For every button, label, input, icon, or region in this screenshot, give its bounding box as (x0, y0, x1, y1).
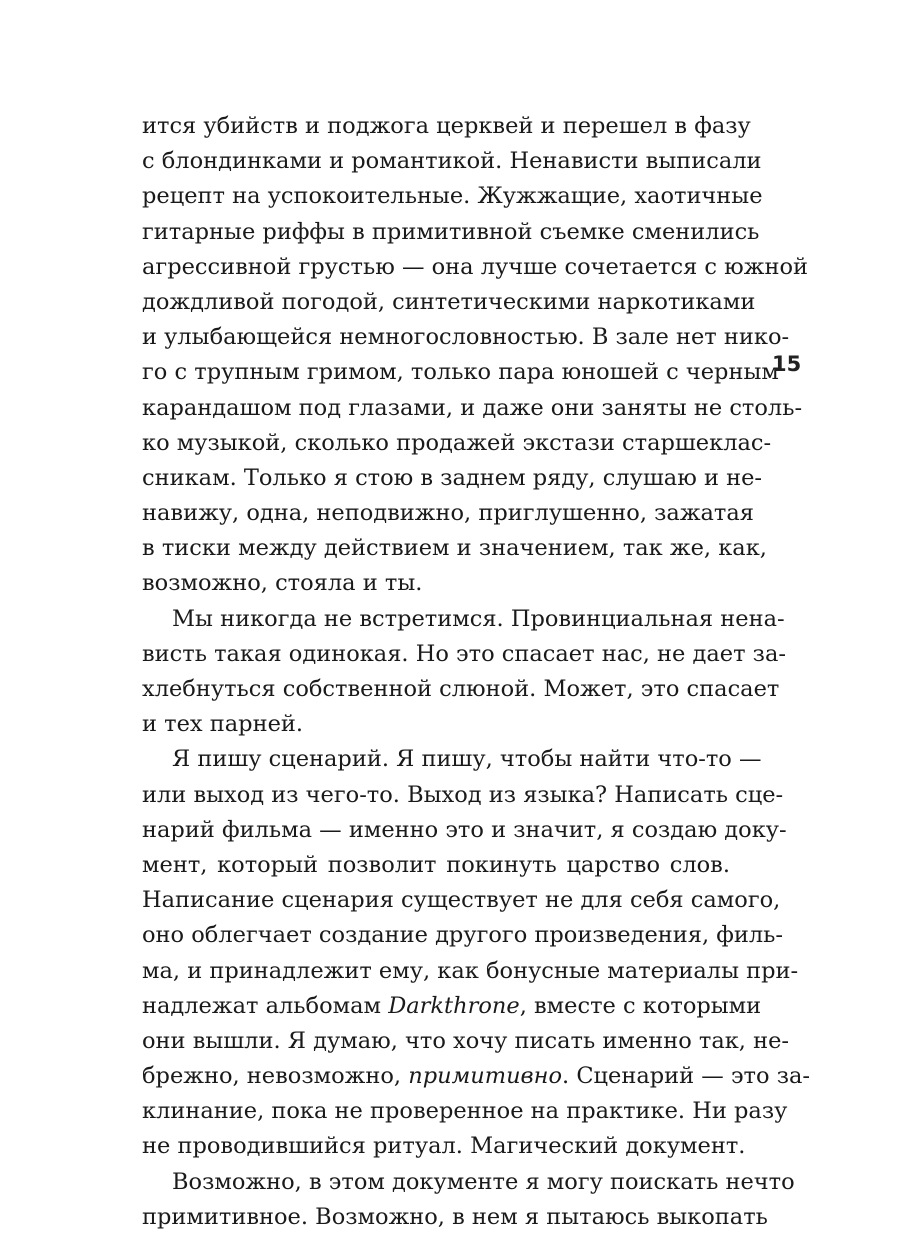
text-line: примитивное. Возможно, в нем я пытаюсь выкопать (142, 1203, 768, 1230)
paragraph-start-line: Я пишу сценарий. Я пишу, чтобы найти что-то — (172, 746, 762, 773)
paragraph-end-line: и тех парней. (142, 711, 304, 738)
text-line: рецепт на успокоительные. Жужжащие, хаотичные (142, 183, 763, 210)
paragraph-start-line: Мы никогда не встретимся. Провинциальная нена- (172, 605, 785, 632)
text-line: ко музыкой, сколько продажей экстази старшеклас- (142, 429, 772, 456)
text-segment: надлежат альбомам (142, 992, 389, 1019)
text-line: нарий фильма — именно это и значит, я создаю доку- (142, 816, 787, 843)
text-line: гитарные риффы в примитивной съемке сменились (142, 218, 760, 245)
text-line: они вышли. Я думаю, что хочу писать именно так, не- (142, 1027, 790, 1054)
text-line-with-italic (142, 989, 762, 1024)
text-line: клинание, пока не проверенное на практике. Ни разу (142, 1098, 788, 1125)
text-line: дождливой погодой, синтетическими наркотиками (142, 288, 756, 315)
text-line: ма, и принадлежит ему, как бонусные материалы при- (142, 957, 799, 984)
text-line: хлебнуться собственной слюной. Может, это спасает (142, 676, 780, 702)
text-line-with-italic (142, 1059, 810, 1094)
paragraph-start-line: Возможно, в этом документе я могу поискать нечто (172, 1168, 795, 1195)
text-line: ится убийств и поджога церквей и перешел в фазу (142, 113, 751, 139)
paragraph-end-line: возможно, стояла и ты. (142, 570, 423, 597)
emphasis-italic: примитивно (408, 1063, 563, 1090)
text-line: висть такая одинокая. Но это спасает нас, не дает за- (142, 640, 786, 667)
text-line: или выход из чего-то. Выход из языка? Написать сце- (142, 781, 784, 808)
page-number: 15 (772, 352, 802, 376)
text-line: агрессивной грустью — она лучше сочетается с южной (142, 253, 808, 280)
text-segment: , вместе с которыми (519, 992, 762, 1019)
band-name-italic: Darkthrone (388, 992, 520, 1019)
text-line: го с трупным гримом, только пара юношей с черным (142, 359, 779, 386)
text-line: сникам. Только я стою в заднем ряду, слушаю и не- (142, 464, 763, 491)
text-line: и улыбающейся немногословностью. В зале нет нико- (142, 324, 790, 351)
text-line: навижу, одна, неподвижно, приглушенно, зажатая (142, 500, 754, 527)
text-line: Написание сценария существует не для себя самого, (142, 887, 781, 914)
text-line: с блондинками и романтикой. Ненависти выписали (142, 148, 762, 175)
text-line: в тиски между действием и значением, так же, как, (142, 535, 767, 562)
text-line: карандашом под глазами, и даже они заняты не столь- (142, 394, 803, 421)
text-line: мент, который позволит покинуть царство слов. (142, 851, 730, 878)
text-segment: брежно, невозможно, (142, 1063, 409, 1090)
text-line: оно облегчает создание другого произведения, филь- (142, 922, 784, 949)
paragraph-end-line: не проводившийся ритуал. Магический документ. (142, 1133, 746, 1160)
text-segment: . Сценарий — это за- (562, 1063, 810, 1090)
